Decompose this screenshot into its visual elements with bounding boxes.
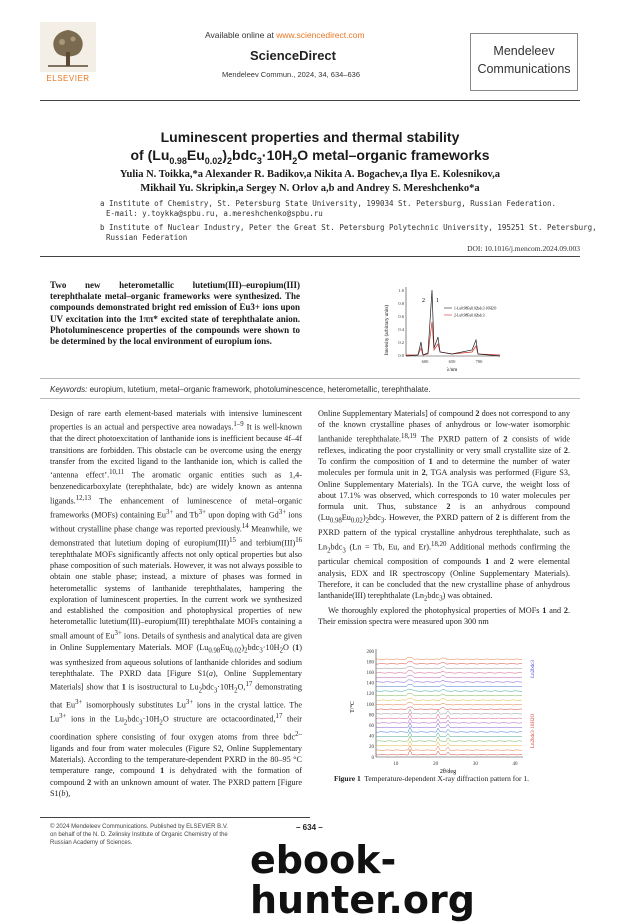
fig1-ytick: 140	[366, 681, 374, 687]
fig1-trace	[376, 661, 522, 664]
abs-ytick: 0.0	[398, 353, 404, 358]
affiliation-a: a Institute of Chemistry, St. Petersburg State University, 199034 St. Petersburg, Russian Federation. E-mail: y.toykka@spbu.ru, a.mereshchenko@spbu.ru	[100, 199, 557, 218]
abs-ytick: 0.8	[398, 301, 404, 306]
abs-xlabel: λ/nm	[446, 368, 458, 373]
fig1-ytick: 160	[366, 671, 374, 676]
fig1-trace	[376, 675, 522, 678]
fig1-trace	[376, 684, 522, 687]
fig1-ytick: 20	[369, 745, 374, 751]
fig1-trace	[376, 671, 522, 674]
abs-label-1: 1	[436, 298, 439, 304]
abs-ylabel: Intensity (arbitrary units)	[385, 304, 390, 356]
authors: Yulia N. Toikka,*a Alexander R. Badikov,a Nikita A. Bogachev,a Ilya E. Kolesnikov,a Mikhail Yu. Skripkin,a Sergey N. Orlov a,b and Andrey S. Mereshchenko*a	[119, 169, 501, 194]
copyright-notice: © 2024 Mendeleev Communications. Published by ELSEVIER B.V. on behalf of the N. D. Zelinsky Institute of Organic Chemistry of the Russian Academy of Sciences.	[50, 824, 228, 846]
abstract-divider	[40, 378, 580, 379]
body-paragraph: We thoroughly explored the photophysical properties of MOFs 1 and 2. Their emission spectra were measured upon 300 nm	[318, 606, 570, 627]
fig1-label-bottom: Ln2bdc3·10H2O	[531, 713, 536, 749]
abstract-text: Two new heterometallic lutetium(III)–europium(III) terephthalate metal–organic frameworks were synthesized. The compounds demonstrated bright red emission of Eu3+ ions upon UV excitation into the 1ππ* excited state of terephthalate anion. Photoluminescence properties of the compounds were shown to be determined by the local environment of europium ions.	[50, 280, 300, 347]
elsevier-tree-logo	[40, 22, 96, 72]
fig1-xtick: 10	[393, 762, 399, 767]
body-column-right	[318, 408, 570, 628]
figure1-xrd-chart	[348, 633, 550, 775]
fig1-ytick: 120	[366, 692, 374, 698]
fig1-trace	[376, 693, 522, 696]
header-divider	[40, 100, 580, 101]
fig1-ytick: 0	[371, 755, 374, 761]
article-title: Luminescent properties and thermal stability of $(Lu_{0.98}Eu_{0.02})_2bdc_3\cdot 10H_2O$ metal–organic frameworks	[40, 128, 580, 170]
fig1-xtick: 20	[433, 762, 439, 767]
citation: Mendeleev Commun., 2024, 34, 634–636	[222, 70, 361, 79]
abs-legend-1: 1-Lu0.98Eu0.02bdc3·10H2O	[454, 306, 497, 311]
abs-xtick: 650	[448, 359, 456, 364]
abs-xtick: 700	[475, 359, 483, 364]
fig1-ytick: 80	[369, 713, 374, 719]
abs-xtick: 600	[421, 359, 429, 364]
abs-ytick: 0.6	[398, 314, 404, 319]
watermark-text: ebook-hunter.org	[250, 838, 475, 922]
fig1-trace	[376, 707, 522, 710]
fig1-trace	[376, 703, 522, 705]
journal-box: Mendeleev Communications	[470, 33, 578, 91]
sciencedirect-link[interactable]: www.sciencedirect.com	[276, 30, 365, 40]
abs-label-2: 2	[422, 298, 425, 304]
title-divider	[40, 256, 580, 257]
fig1-trace	[376, 698, 522, 701]
body-paragraph: Design of rare earth element-based materials with intensive luminescent properties is an actual and perspective area nowadays.$^{1-9}$ It is well-known that the direct photoexcitation of lanthanide ions is inefficient because 4f–4f transitions are forbidden. This obstacle can be overcome using the energy transfer from the excited ligand to the lanthanide ion, which is called the ‘antenna effect’.$^{10,11}$ The aromatic organic entities such as 1,4-benzenedicarboxylate (terephthalate, bdc) are widely known as antenna ligands.$^{12,13}$ The enhancement of luminescence of metal–organic frameworks (MOFs) containing $Eu^{3+}$ and $Tb^{3+}$ upon doping with $Gd^{3+}$ ions without crystalline phase change was reported previously.$^{14}$ Meanwhile, we demonstrated that lutetium doping of europium(III)$^{15}$ and terbium(III)$^{16}$ terephthalate MOFs significantly affects not only optical properties but also phase composition of such materials. However, it was not always possible to obtain one stable phase; instead, a mixture of phases was formed in heterometallic systems of lanthanide terephthalates, hampering the exploration of luminescent properties. In the current work we synthesized and established the composition and photophysical properties of new heterometallic lutetium(III)–europium(III) terephthalate MOFs containing a small amount of $Eu^{3+}$ ions. Details of synthesis and analytical data are given in Online Supplementary Materials. MOF $(Lu_{0.98}Eu_{0.02})_2bdc_3\cdot 10H_2O$ (1) was synthesized from aqueous solutions of lanthanide chlorides and sodium terephthalate. The PXRD data [Figure S1(a), Online Supplementary Materials] show that 1 is isostructural to $Lu_2bdc_3\cdot 10H_2O,^{17}$ demonstrating that $Eu^{3+}$ isomorphously substitutes $Lu^{3+}$ ions in the crystal lattice. The $Lu^{3+}$ ions in the $Lu_2bdc_3\cdot 10H_2O$ structure are octacoordinated,$^{17}$ their coordination sphere consisting of four oxygen atoms from three bdc$^{2-}$ ligands and four from water molecules (Figure S2, Online Supplementary Materials). According to the temperature-dependent PXRD in the 80–95 °C temperature range, compound 1 is dehydrated with the formation of compound 2 with an unknown amount of water. The PXRD pattern [Figure S1(b),	[50, 409, 303, 798]
publisher-name: ELSEVIER	[46, 74, 90, 83]
abs-ytick: 0.2	[398, 340, 404, 345]
fig1-ytick: 180	[366, 660, 374, 666]
fig1-ytick: 100	[366, 702, 374, 708]
footer-divider	[40, 817, 310, 818]
abs-series-1	[406, 290, 500, 356]
fig1-ytick: 200	[366, 649, 374, 655]
fig1-trace	[376, 666, 522, 668]
abs-ytick: 1.0	[398, 288, 404, 293]
fig1-ylabel: T/°C	[350, 701, 356, 713]
body-paragraph: Online Supplementary Materials] of compound 2 does not correspond to any of the known crystalline phases of anhydrous or low-water isomorphic lanthanide terephthalate.$^{18,19}$ The PXRD pattern of 2 consists of wide reflexes, indicating the poor crystallinity or very small crystallite size of 2. To confirm the composition of 1 and to determine the number of water molecules per formula unit in 2, TGA analysis was performed (Figure S3, Online Supplementary Materials). In the TGA curve, the weight loss of about 17.1% was observed, which corresponds to 10 water molecules per formula unit. Thus, substance 2 is an anhydrous compound $(Lu_{0.98}Eu_{0.02})_2bdc_3$. However, the PXRD pattern of 2 is different from the PXRD pattern of the typical crystalline anhydrous terephthalate, such as $Ln_2bdc_3$ (Ln = Tb, Eu, and Er).$^{18,20}$ Additional methods confirming the particular chemical composition of compounds 1 and 2 were elemental analysis, EDX and IR spectroscopy (Online Supplementary Materials). Therefore, it can be concluded that the new crystalline phase of anhydrous lanthanide(III) terephthalate $(Ln_2bdc_3)$ was obtained.	[318, 409, 571, 603]
platform-name: ScienceDirect	[250, 48, 336, 63]
available-online: Available online at www.sciencedirect.com	[205, 30, 365, 40]
fig1-ytick: 60	[369, 724, 374, 729]
fig1-label-top: Ln2bdc3	[531, 660, 536, 678]
fig1-trace	[376, 680, 522, 682]
keywords: Keywords: europium, lutetium, metal–organic framework, photoluminescence, heterometallic, terephthalate.	[50, 385, 431, 394]
fig1-trace	[376, 718, 522, 723]
fig1-xtick: 30	[472, 762, 478, 767]
doi[interactable]: DOI: 10.1016/j.mencom.2024.09.003	[467, 244, 580, 253]
abs-legend-2: 2-Lu0.98Eu0.02bdc3	[454, 313, 485, 318]
keywords-divider	[40, 398, 580, 399]
fig1-ytick: 40	[369, 734, 374, 740]
affiliation-b: b Institute of Nuclear Industry, Peter the Great St. Petersburg Polytechnic University, 195251 St. Petersburg, Russian Federation	[100, 223, 597, 242]
figure1-caption: Figure 1 Temperature-dependent X-ray diffraction pattern for 1.	[334, 774, 530, 783]
body-column-left	[50, 408, 302, 799]
fig1-trace	[376, 689, 522, 691]
page-number: – 634 –	[296, 823, 323, 832]
abs-ytick: 0.4	[398, 327, 404, 332]
fig1-trace	[376, 741, 522, 746]
fig1-trace	[376, 657, 522, 659]
abs-series-2	[406, 322, 500, 355]
abstract-graphic-chart	[380, 282, 560, 377]
fig1-xtick: 40	[512, 762, 518, 767]
fig1-xlabel: 2θ/deg	[439, 769, 457, 775]
title-line2: of $(Lu_{0.98}Eu_{0.02})_2bdc_3\cdot 10H_2O$ metal–organic frameworks	[130, 147, 490, 166]
